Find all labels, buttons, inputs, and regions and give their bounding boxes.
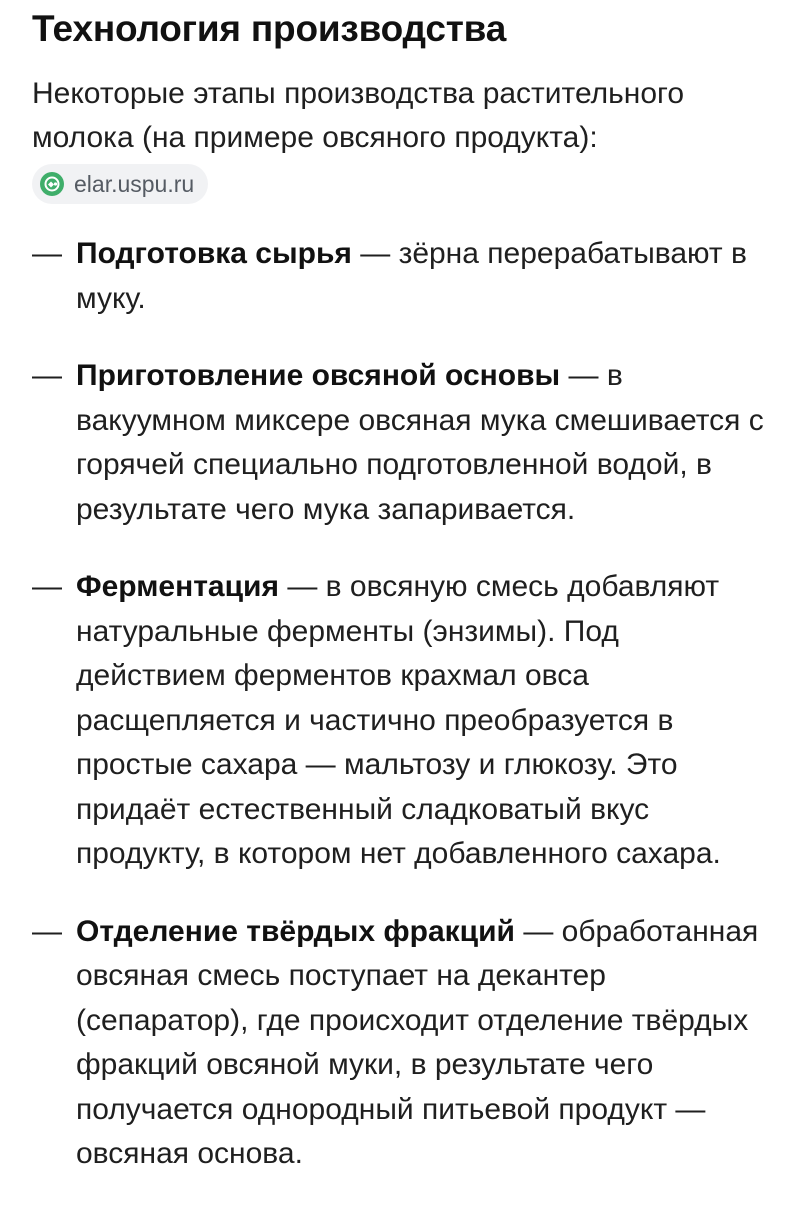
step-dash: — <box>32 914 62 948</box>
list-item-step-4 <box>32 910 770 1177</box>
uspu-logo-icon <box>40 172 64 196</box>
step-dash: — <box>32 570 62 603</box>
page-title: Технология производства <box>32 8 507 49</box>
source-link-label: elar.uspu.ru <box>74 170 195 197</box>
step-term: Подготовка сырья <box>76 237 352 270</box>
list-item-step-3 <box>32 565 770 877</box>
step-description: зёрна перерабатывают в муку. <box>76 237 747 315</box>
step-dash: — <box>32 237 62 270</box>
step-separator: — <box>560 359 607 392</box>
step-separator: — <box>351 237 399 270</box>
step-description: в овсяную смесь добавляют натуральные ферменты (энзимы). Под действием ферментов крахмал овса расщепляется и частично преобразуется в простые сахара — мальтозу и глюкозу. Это придаёт естественный сладковатый вкус продукту, в котором нет добавленного сахара. <box>76 570 721 870</box>
step-term: Отделение твёрдых фракций <box>76 914 515 948</box>
step-description: в вакуумном миксере овсяная мука смешивается с горячей специально подготовленной водой, в результате чего мука запаривается. <box>76 359 764 526</box>
list-item-step-2 <box>32 354 770 532</box>
step-description: обработанная овсяная смесь поступает на декантер (сепаратор), где происходит отделение твёрдых фракций овсяной муки, в результате чего получается однородный питьевой продукт — овсяная основа. <box>76 914 759 1170</box>
list-item-step-1 <box>32 232 770 321</box>
step-term: Ферментация <box>76 570 279 603</box>
production-steps-list <box>32 232 770 1177</box>
step-term: Приготовление овсяной основы <box>76 359 561 392</box>
step-separator: — <box>514 914 562 948</box>
step-separator: — <box>278 570 326 603</box>
step-dash: — <box>32 359 62 392</box>
intro-text: Некоторые этапы производства растительного молока (на примере овсяного продукта): <box>32 77 685 154</box>
source-link-chip[interactable] <box>32 164 208 204</box>
